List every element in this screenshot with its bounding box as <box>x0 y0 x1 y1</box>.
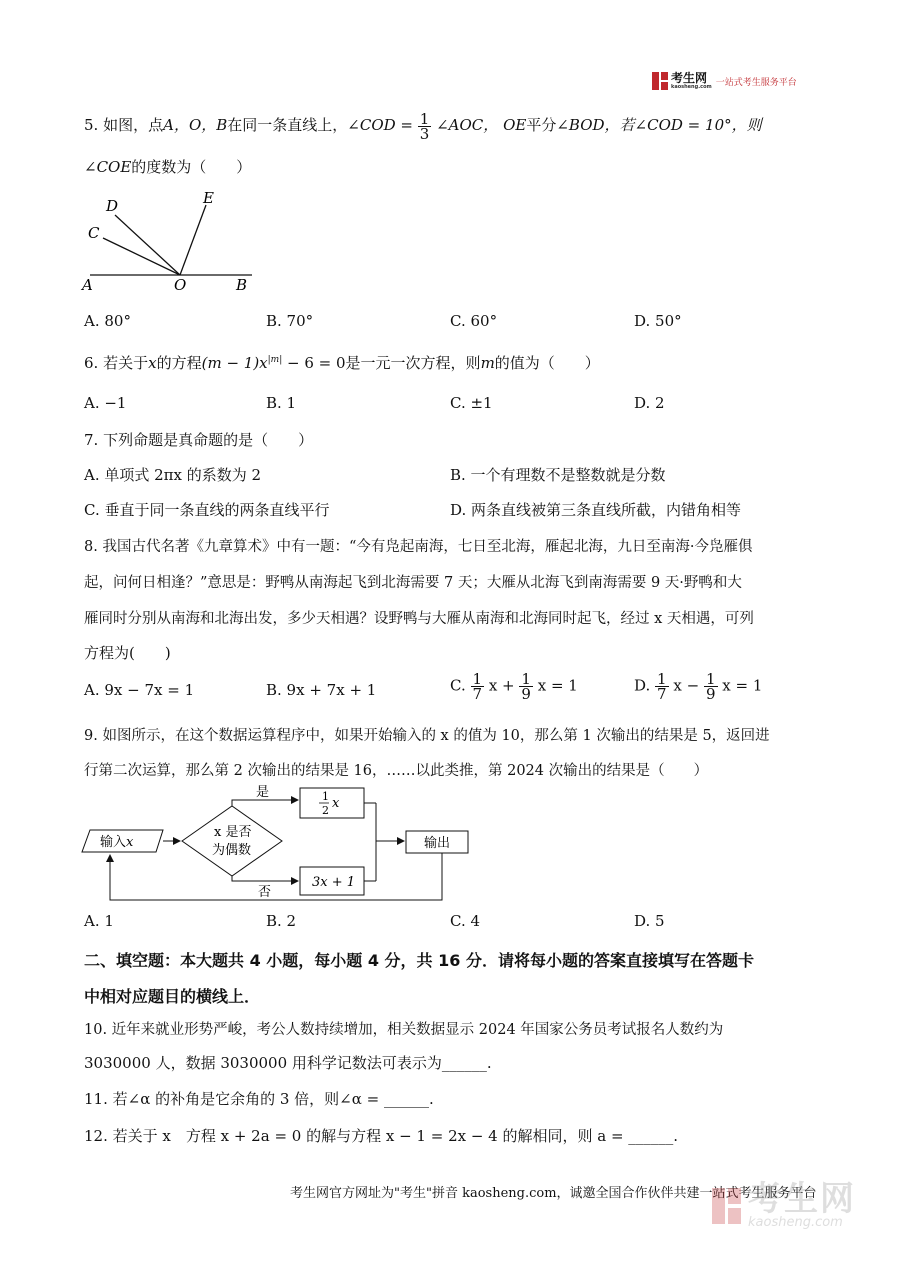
q5-fraction: $\frac{1}{3}$ <box>419 109 430 143</box>
q11-stem: 11. 若∠α 的补角是它余角的 3 倍，则∠α = ______. <box>84 1090 434 1108</box>
q7-option-a[interactable]: A. 单项式 2πx 的系数为 2 <box>84 466 262 484</box>
q7-option-b[interactable]: B. 一个有理数不是整数就是分数 <box>450 466 666 484</box>
svg-text:1: 1 <box>322 790 329 803</box>
svg-text:输入x: 输入x <box>100 835 134 850</box>
q5-angle-figure <box>80 185 270 300</box>
q8-option-b[interactable]: B. 9x + 7x + 1 <box>266 681 377 699</box>
flow-no-label: 否 <box>258 885 272 900</box>
label-D: D <box>106 197 119 215</box>
q5-stem: 5. 如图，点A，O，B在同一条直线上，∠COD = $\frac{1}{3}$ ∠AOC， OE平分∠BOD，若∠COD = 10°，则 <box>84 109 762 143</box>
section2-heading-line1: 二、填空题：本大题共 4 小题，每小题 4 分，共 16 分．请将每小题的答案直接填写在答题卡 <box>84 951 754 970</box>
q9-flowchart <box>78 780 478 905</box>
brand-name: 考生网 kaosheng.com <box>671 70 712 90</box>
section2-heading-line2: 中相对应题目的横线上． <box>84 987 261 1006</box>
q9-option-d[interactable]: D. 5 <box>634 912 665 930</box>
label-E: E <box>203 189 214 207</box>
q5-option-d[interactable]: D. 50° <box>634 312 682 330</box>
svg-text:3x + 1: 3x + 1 <box>312 875 356 890</box>
q10-stem-line2: 3030000 人，数据 3030000 用科学记数法可表示为______. <box>84 1054 492 1072</box>
q5-option-a[interactable]: A. 80° <box>84 312 131 330</box>
q8-stem-line4: 方程为( ) <box>84 644 171 662</box>
q6-option-a[interactable]: A. −1 <box>84 394 127 412</box>
q6-stem: 6. 若关于x的方程$(m - 1)x^{|m|} - 6 = 0$是一元一次方程，则m的值为（ ） <box>84 354 600 372</box>
q8-stem-line2: 起，问何日相逢？”意思是：野鸭从南海起飞到北海需要 7 天；大雁从北海飞到南海需要 9 天·野鸭和大 <box>84 575 742 591</box>
q9-stem-line2: 行第二次运算，那么第 2 次输出的结果是 16，……以此类推，第 2024 次输出的结果是（ ） <box>84 763 709 779</box>
q8-option-c[interactable]: C. $\frac{1}{7}$ x + $\frac{1}{9}$ x = 1 <box>450 670 578 703</box>
q6-option-b[interactable]: B. 1 <box>266 394 297 412</box>
ray-OD <box>115 215 180 275</box>
q9-option-b[interactable]: B. 2 <box>266 912 297 930</box>
q7-stem: 7. 下列命题是真命题的是（ ） <box>84 431 314 449</box>
ray-OE <box>180 205 206 275</box>
flow-decision-line2: 为偶数 <box>212 843 252 858</box>
q7-option-c[interactable]: C. 垂直于同一条直线的两条直线平行 <box>84 501 330 519</box>
q8-option-a[interactable]: A. 9x − 7x = 1 <box>84 681 195 699</box>
label-C: C <box>88 224 100 242</box>
q5-option-c[interactable]: C. 60° <box>450 312 498 330</box>
q6-option-c[interactable]: C. ±1 <box>450 394 493 412</box>
label-B: B <box>236 276 248 294</box>
flow-yes-label: 是 <box>256 785 270 800</box>
q7-option-d[interactable]: D. 两条直线被第三条直线所截，内错角相等 <box>450 501 742 519</box>
q6-option-d[interactable]: D. 2 <box>634 394 665 412</box>
q10-stem-line1: 10. 近年来就业形势严峻，考公人数持续增加，相关数据显示 2024 年国家公务员考试报名人数约为 <box>84 1022 724 1038</box>
q9-stem-line1: 9. 如图所示，在这个数据运算程序中，如果开始输入的 x 的值为 10，那么第 1 次输出的结果是 5，返回进 <box>84 728 770 744</box>
flow-decision-line1: x 是否 <box>214 825 252 840</box>
q12-stem: 12. 若关于 x 方程 x + 2a = 0 的解与方程 x − 1 = 2x − 4 的解相同，则 a = ______. <box>84 1127 679 1145</box>
q8-stem-line3: 雁同时分别从南海和北海出发，多少天相遇？设野鸭与大雁从南海和北海同时起飞，经过 x 天相遇，可列 <box>84 611 754 627</box>
q5-stem-line2: ∠COE的度数为（ ） <box>84 158 252 176</box>
label-O: O <box>174 276 187 294</box>
svg-text:x: x <box>332 796 340 811</box>
q9-option-c[interactable]: C. 4 <box>450 912 481 930</box>
q5-option-b[interactable]: B. 70° <box>266 312 314 330</box>
brand-logo-icon <box>652 72 668 90</box>
q9-option-a[interactable]: A. 1 <box>84 912 114 930</box>
watermark-logo-icon <box>712 1188 742 1224</box>
page-footer: 考生网官方网址为"考生"拼音 kaosheng.com，诚邀全国合作伙伴共建一站式考生服务平台 <box>290 1186 817 1201</box>
q8-stem-line1: 8. 我国古代名著《九章算术》中有一题：“今有凫起南海，七日至北海，雁起北海，九日至南海·今凫雁俱 <box>84 539 753 555</box>
ray-OC <box>103 238 180 275</box>
q8-option-d[interactable]: D. $\frac{1}{7}$ x − $\frac{1}{9}$ x = 1 <box>634 670 763 703</box>
svg-text:2: 2 <box>322 804 329 817</box>
brand-slogan: 一站式考生服务平台 <box>715 77 797 88</box>
header-logo <box>652 70 797 92</box>
svg-text:输出: 输出 <box>424 836 451 851</box>
label-A: A <box>82 276 93 294</box>
watermark: 考生网 kaosheng.com <box>712 1182 856 1230</box>
flow-decision-diamond <box>182 806 282 876</box>
